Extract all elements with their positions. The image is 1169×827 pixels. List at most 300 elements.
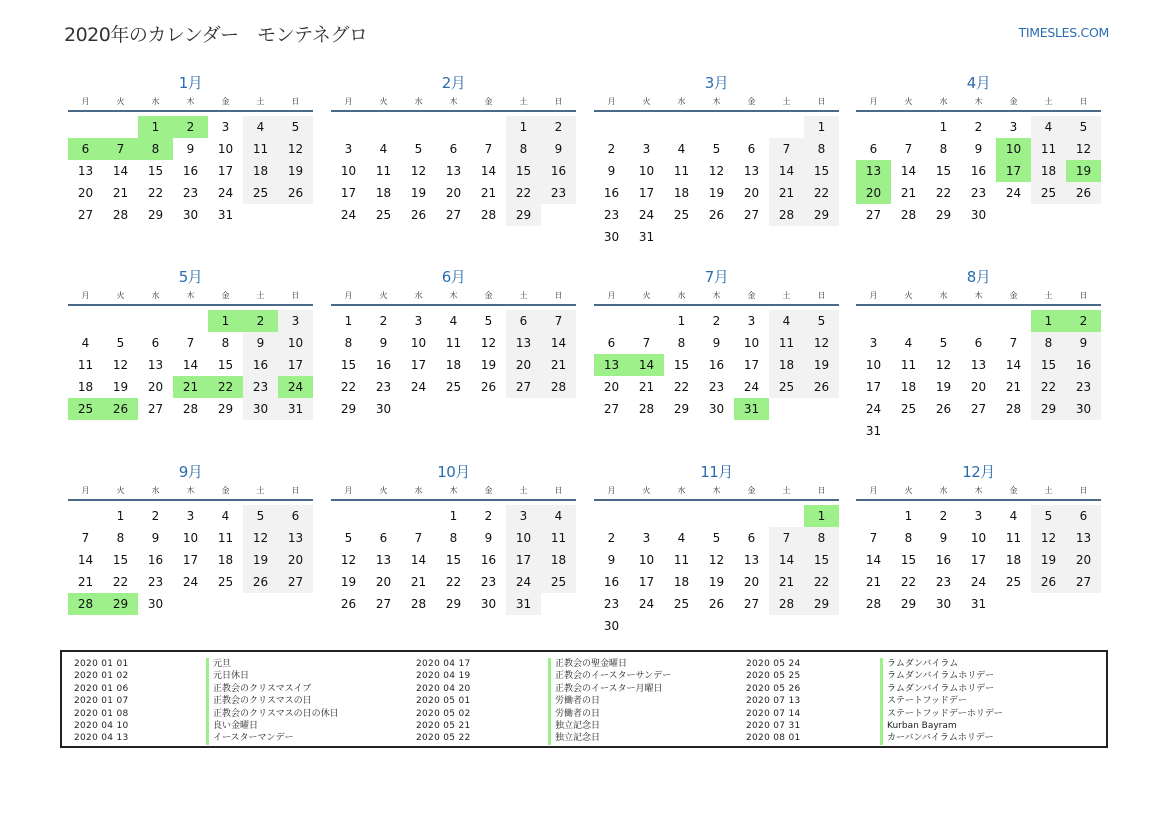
day-cell: 20 bbox=[603, 380, 620, 394]
holiday-name: 独立記念日 bbox=[548, 720, 600, 732]
weekday-label: 水 bbox=[414, 97, 423, 106]
weekday-label: 土 bbox=[1044, 97, 1053, 106]
day-cell: 28 bbox=[769, 204, 804, 226]
empty-cell bbox=[856, 116, 891, 138]
weekday-label: 月 bbox=[344, 97, 353, 106]
day-cell: 11 bbox=[1031, 138, 1066, 160]
day-cell: 24 bbox=[743, 380, 760, 394]
day-cell: 3 bbox=[1009, 120, 1018, 134]
month-name: 5月 bbox=[178, 268, 203, 286]
day-cell: 14 bbox=[900, 164, 917, 178]
day-cell: 14 bbox=[410, 553, 427, 567]
day-cell: 5 bbox=[116, 336, 125, 350]
holiday-date: 2020 01 08 bbox=[74, 708, 129, 719]
month-calendar bbox=[68, 266, 313, 420]
holiday-column-1 bbox=[74, 658, 404, 745]
weekday-label: 月 bbox=[607, 97, 616, 106]
empty-cell bbox=[471, 116, 506, 138]
holiday-entry bbox=[74, 683, 404, 695]
site-link[interactable]: TIMESLES.COM bbox=[1018, 25, 1109, 40]
empty-cell bbox=[68, 505, 103, 527]
weekday-header bbox=[594, 94, 839, 112]
day-cell: 1 bbox=[904, 509, 913, 523]
weekday-label: 木 bbox=[449, 97, 458, 106]
weekday-label: 金 bbox=[221, 486, 230, 495]
day-cell: 4 bbox=[81, 336, 90, 350]
day-cell: 20 bbox=[375, 575, 392, 589]
day-cell: 25 bbox=[217, 575, 234, 589]
day-cell: 6 bbox=[869, 142, 878, 156]
holiday-day-cell: 1 bbox=[804, 505, 839, 527]
day-cell: 18 bbox=[217, 553, 234, 567]
day-cell: 18 bbox=[673, 186, 690, 200]
day-cell: 13 bbox=[375, 553, 392, 567]
holiday-day-cell: 1 bbox=[138, 116, 173, 138]
weekday-label: 金 bbox=[747, 291, 756, 300]
weekday-label: 水 bbox=[414, 291, 423, 300]
weekday-label: 土 bbox=[782, 97, 791, 106]
holiday-date: 2020 07 31 bbox=[746, 720, 801, 731]
day-cell: 30 bbox=[970, 208, 987, 222]
day-cell: 13 bbox=[506, 332, 541, 354]
day-cell: 30 bbox=[147, 597, 164, 611]
day-cell: 18 bbox=[673, 575, 690, 589]
month-name: 1月 bbox=[178, 74, 203, 92]
holiday-name: 元日休日 bbox=[206, 670, 249, 682]
day-cell: 22 bbox=[506, 182, 541, 204]
holiday-list bbox=[60, 650, 1108, 748]
holiday-date: 2020 01 06 bbox=[74, 683, 129, 694]
weekday-header bbox=[68, 288, 313, 306]
weekday-label: 水 bbox=[677, 486, 686, 495]
holiday-name: 正教会のクリスマスの日 bbox=[206, 695, 312, 707]
holiday-name: 労働者の日 bbox=[548, 708, 600, 720]
day-cell: 6 bbox=[747, 531, 756, 545]
day-cell: 15 bbox=[935, 164, 952, 178]
weekday-header bbox=[856, 288, 1101, 306]
weekday-label: 月 bbox=[81, 97, 90, 106]
day-cell: 30 bbox=[1066, 398, 1101, 420]
day-cell: 28 bbox=[112, 208, 129, 222]
holiday-column-2 bbox=[416, 658, 746, 745]
holiday-name: イースターマンデー bbox=[206, 732, 294, 744]
day-cell: 26 bbox=[340, 597, 357, 611]
day-cell: 11 bbox=[673, 164, 690, 178]
month-name: 4月 bbox=[966, 74, 991, 92]
holiday-entry bbox=[416, 695, 746, 707]
day-cell: 2 bbox=[712, 314, 721, 328]
holiday-date: 2020 08 01 bbox=[746, 733, 801, 744]
day-cell: 23 bbox=[935, 575, 952, 589]
day-cell: 17 bbox=[743, 358, 760, 372]
day-cell: 31 bbox=[970, 597, 987, 611]
day-cell: 15 bbox=[147, 164, 164, 178]
month-calendar bbox=[331, 72, 576, 226]
weekday-label: 火 bbox=[904, 97, 913, 106]
day-cell: 4 bbox=[904, 336, 913, 350]
weekday-label: 木 bbox=[712, 486, 721, 495]
day-cell: 28 bbox=[900, 208, 917, 222]
day-cell: 8 bbox=[506, 138, 541, 160]
weekday-label: 火 bbox=[116, 97, 125, 106]
holiday-entry bbox=[746, 732, 1076, 744]
holiday-date: 2020 04 13 bbox=[74, 733, 129, 744]
holiday-date: 2020 01 02 bbox=[74, 671, 129, 682]
empty-cell bbox=[436, 116, 471, 138]
day-cell: 9 bbox=[607, 164, 616, 178]
holiday-date: 2020 07 13 bbox=[746, 696, 801, 707]
day-cell: 4 bbox=[769, 310, 804, 332]
day-cell: 1 bbox=[677, 314, 686, 328]
day-cell: 22 bbox=[673, 380, 690, 394]
day-cell: 5 bbox=[278, 116, 313, 138]
day-cell: 29 bbox=[217, 402, 234, 416]
day-cell: 15 bbox=[1031, 354, 1066, 376]
day-cell: 28 bbox=[182, 402, 199, 416]
day-cell: 2 bbox=[151, 509, 160, 523]
day-cell: 6 bbox=[607, 336, 616, 350]
weekday-label: 日 bbox=[817, 291, 826, 300]
weekday-label: 金 bbox=[1009, 486, 1018, 495]
day-cell: 19 bbox=[243, 549, 278, 571]
day-cell: 7 bbox=[186, 336, 195, 350]
weekday-label: 金 bbox=[1009, 97, 1018, 106]
day-cell: 10 bbox=[278, 332, 313, 354]
weekday-label: 月 bbox=[607, 486, 616, 495]
holiday-date: 2020 05 24 bbox=[746, 659, 801, 669]
day-grid bbox=[68, 505, 313, 615]
month-calendar bbox=[856, 266, 1101, 442]
holiday-day-cell: 2 bbox=[1066, 310, 1101, 332]
day-cell: 17 bbox=[340, 186, 357, 200]
day-cell: 18 bbox=[375, 186, 392, 200]
day-cell: 30 bbox=[935, 597, 952, 611]
day-cell: 14 bbox=[865, 553, 882, 567]
day-cell: 25 bbox=[445, 380, 462, 394]
day-cell: 4 bbox=[677, 142, 686, 156]
day-cell: 2 bbox=[379, 314, 388, 328]
holiday-day-cell: 21 bbox=[173, 376, 208, 398]
weekday-label: 日 bbox=[1079, 291, 1088, 300]
holiday-date: 2020 05 01 bbox=[416, 696, 471, 707]
weekday-label: 月 bbox=[344, 486, 353, 495]
day-cell: 30 bbox=[243, 398, 278, 420]
day-cell: 22 bbox=[1031, 376, 1066, 398]
day-cell: 31 bbox=[506, 593, 541, 615]
day-cell: 4 bbox=[1031, 116, 1066, 138]
day-cell: 15 bbox=[217, 358, 234, 372]
day-cell: 16 bbox=[243, 354, 278, 376]
day-cell: 13 bbox=[278, 527, 313, 549]
day-cell: 15 bbox=[112, 553, 129, 567]
holiday-entry bbox=[746, 708, 1076, 720]
day-cell: 26 bbox=[708, 208, 725, 222]
weekday-label: 水 bbox=[677, 291, 686, 300]
day-cell: 21 bbox=[541, 354, 576, 376]
weekday-label: 土 bbox=[1044, 291, 1053, 300]
day-cell: 2 bbox=[607, 142, 616, 156]
weekday-label: 土 bbox=[782, 486, 791, 495]
day-cell: 20 bbox=[278, 549, 313, 571]
day-cell: 4 bbox=[221, 509, 230, 523]
weekday-label: 水 bbox=[677, 97, 686, 106]
day-cell: 27 bbox=[278, 571, 313, 593]
day-cell: 24 bbox=[217, 186, 234, 200]
day-cell: 11 bbox=[541, 527, 576, 549]
holiday-day-cell: 14 bbox=[629, 354, 664, 376]
day-cell: 1 bbox=[939, 120, 948, 134]
day-grid bbox=[856, 116, 1101, 226]
day-cell: 11 bbox=[375, 164, 392, 178]
month-name: 6月 bbox=[441, 268, 466, 286]
day-cell: 28 bbox=[769, 593, 804, 615]
day-cell: 17 bbox=[182, 553, 199, 567]
day-cell: 9 bbox=[712, 336, 721, 350]
empty-cell bbox=[594, 310, 629, 332]
holiday-day-cell: 26 bbox=[103, 398, 138, 420]
day-cell: 18 bbox=[1031, 160, 1066, 182]
day-cell: 24 bbox=[340, 208, 357, 222]
weekday-label: 日 bbox=[817, 486, 826, 495]
day-cell: 31 bbox=[638, 230, 655, 244]
empty-cell bbox=[856, 505, 891, 527]
weekday-label: 水 bbox=[939, 97, 948, 106]
day-cell: 5 bbox=[712, 142, 721, 156]
day-cell: 2 bbox=[974, 120, 983, 134]
day-cell: 23 bbox=[603, 597, 620, 611]
day-cell: 16 bbox=[935, 553, 952, 567]
weekday-label: 木 bbox=[974, 291, 983, 300]
day-cell: 7 bbox=[869, 531, 878, 545]
day-cell: 10 bbox=[410, 336, 427, 350]
holiday-entry bbox=[74, 670, 404, 682]
day-cell: 31 bbox=[217, 208, 234, 222]
weekday-label: 木 bbox=[186, 97, 195, 106]
day-cell: 11 bbox=[673, 553, 690, 567]
day-cell: 8 bbox=[221, 336, 230, 350]
empty-cell bbox=[401, 116, 436, 138]
day-cell: 27 bbox=[743, 597, 760, 611]
day-cell: 20 bbox=[743, 186, 760, 200]
day-cell: 22 bbox=[935, 186, 952, 200]
day-cell: 3 bbox=[974, 509, 983, 523]
day-cell: 30 bbox=[708, 402, 725, 416]
day-cell: 6 bbox=[747, 142, 756, 156]
holiday-name: カーバンバイラムホリデー bbox=[880, 732, 994, 744]
day-cell: 22 bbox=[340, 380, 357, 394]
empty-cell bbox=[629, 310, 664, 332]
weekday-label: 月 bbox=[607, 291, 616, 300]
day-cell: 24 bbox=[638, 597, 655, 611]
day-cell: 22 bbox=[112, 575, 129, 589]
day-cell: 23 bbox=[1066, 376, 1101, 398]
weekday-label: 日 bbox=[554, 291, 563, 300]
month-name: 9月 bbox=[178, 463, 203, 481]
holiday-name: 労働者の日 bbox=[548, 695, 600, 707]
month-name: 8月 bbox=[966, 268, 991, 286]
day-cell: 25 bbox=[769, 376, 804, 398]
day-cell: 21 bbox=[1005, 380, 1022, 394]
day-cell: 8 bbox=[904, 531, 913, 545]
holiday-name: 正教会のクリスマスイブ bbox=[206, 683, 311, 695]
day-cell: 15 bbox=[506, 160, 541, 182]
empty-cell bbox=[68, 116, 103, 138]
day-cell: 7 bbox=[769, 138, 804, 160]
day-cell: 16 bbox=[1066, 354, 1101, 376]
day-cell: 3 bbox=[344, 142, 353, 156]
day-cell: 12 bbox=[112, 358, 129, 372]
day-cell: 11 bbox=[77, 358, 94, 372]
day-cell: 8 bbox=[449, 531, 458, 545]
weekday-label: 水 bbox=[939, 291, 948, 300]
day-cell: 25 bbox=[673, 208, 690, 222]
day-cell: 16 bbox=[708, 358, 725, 372]
day-cell: 4 bbox=[677, 531, 686, 545]
day-cell: 14 bbox=[182, 358, 199, 372]
day-cell: 23 bbox=[541, 182, 576, 204]
holiday-date: 2020 04 20 bbox=[416, 683, 471, 694]
day-cell: 16 bbox=[147, 553, 164, 567]
day-cell: 3 bbox=[221, 120, 230, 134]
empty-cell bbox=[926, 310, 961, 332]
day-cell: 15 bbox=[340, 358, 357, 372]
day-cell: 25 bbox=[673, 597, 690, 611]
day-cell: 8 bbox=[1031, 332, 1066, 354]
day-cell: 1 bbox=[506, 116, 541, 138]
day-cell: 13 bbox=[743, 553, 760, 567]
day-cell: 12 bbox=[708, 553, 725, 567]
day-cell: 1 bbox=[449, 509, 458, 523]
day-cell: 28 bbox=[1005, 402, 1022, 416]
day-cell: 20 bbox=[77, 186, 94, 200]
day-cell: 24 bbox=[410, 380, 427, 394]
holiday-day-cell: 22 bbox=[208, 376, 243, 398]
day-cell: 19 bbox=[708, 186, 725, 200]
holiday-day-cell: 13 bbox=[856, 160, 891, 182]
day-cell: 11 bbox=[1005, 531, 1022, 545]
weekday-label: 月 bbox=[869, 97, 878, 106]
holiday-day-cell: 29 bbox=[103, 593, 138, 615]
day-cell: 9 bbox=[379, 336, 388, 350]
weekday-label: 金 bbox=[484, 291, 493, 300]
day-cell: 22 bbox=[445, 575, 462, 589]
day-cell: 7 bbox=[81, 531, 90, 545]
weekday-label: 金 bbox=[747, 97, 756, 106]
empty-cell bbox=[138, 310, 173, 332]
day-cell: 23 bbox=[480, 575, 497, 589]
weekday-label: 金 bbox=[747, 486, 756, 495]
day-cell: 10 bbox=[743, 336, 760, 350]
day-cell: 22 bbox=[804, 182, 839, 204]
day-cell: 13 bbox=[77, 164, 94, 178]
weekday-label: 日 bbox=[817, 97, 826, 106]
holiday-name: 正教会のイースターサンデー bbox=[548, 670, 671, 682]
holiday-name: ラムダンバイラムホリデー bbox=[880, 670, 994, 682]
day-cell: 22 bbox=[804, 571, 839, 593]
empty-cell bbox=[734, 505, 769, 527]
day-cell: 5 bbox=[1066, 116, 1101, 138]
day-cell: 7 bbox=[1009, 336, 1018, 350]
day-cell: 5 bbox=[484, 314, 493, 328]
empty-cell bbox=[769, 505, 804, 527]
holiday-entry bbox=[416, 708, 746, 720]
weekday-label: 月 bbox=[344, 291, 353, 300]
day-cell: 15 bbox=[673, 358, 690, 372]
day-cell: 12 bbox=[804, 332, 839, 354]
day-cell: 5 bbox=[414, 142, 423, 156]
empty-cell bbox=[734, 116, 769, 138]
day-cell: 12 bbox=[708, 164, 725, 178]
day-cell: 26 bbox=[708, 597, 725, 611]
day-cell: 9 bbox=[243, 332, 278, 354]
weekday-label: 火 bbox=[904, 486, 913, 495]
weekday-label: 木 bbox=[186, 486, 195, 495]
holiday-name: Kurban Bayram bbox=[880, 720, 957, 732]
weekday-header bbox=[331, 288, 576, 306]
day-cell: 8 bbox=[939, 142, 948, 156]
weekday-label: 土 bbox=[519, 97, 528, 106]
day-cell: 24 bbox=[970, 575, 987, 589]
day-cell: 21 bbox=[480, 186, 497, 200]
day-cell: 23 bbox=[603, 208, 620, 222]
weekday-label: 木 bbox=[974, 486, 983, 495]
weekday-label: 土 bbox=[782, 291, 791, 300]
day-cell: 10 bbox=[638, 164, 655, 178]
weekday-label: 火 bbox=[642, 486, 651, 495]
empty-cell bbox=[103, 116, 138, 138]
day-cell: 7 bbox=[769, 527, 804, 549]
day-cell: 20 bbox=[147, 380, 164, 394]
day-cell: 19 bbox=[340, 575, 357, 589]
holiday-entry bbox=[74, 708, 404, 720]
day-cell: 27 bbox=[743, 208, 760, 222]
holiday-day-cell: 28 bbox=[68, 593, 103, 615]
day-cell: 26 bbox=[1031, 571, 1066, 593]
day-cell: 21 bbox=[865, 575, 882, 589]
day-cell: 25 bbox=[375, 208, 392, 222]
weekday-label: 土 bbox=[519, 486, 528, 495]
holiday-day-cell: 17 bbox=[996, 160, 1031, 182]
weekday-header bbox=[331, 94, 576, 112]
day-cell: 25 bbox=[541, 571, 576, 593]
holiday-date: 2020 07 14 bbox=[746, 708, 801, 719]
day-cell: 29 bbox=[804, 593, 839, 615]
day-cell: 19 bbox=[935, 380, 952, 394]
day-cell: 18 bbox=[1005, 553, 1022, 567]
day-cell: 23 bbox=[375, 380, 392, 394]
weekday-header bbox=[594, 288, 839, 306]
weekday-label: 日 bbox=[554, 97, 563, 106]
holiday-day-cell: 10 bbox=[996, 138, 1031, 160]
empty-cell bbox=[769, 116, 804, 138]
day-cell: 14 bbox=[1005, 358, 1022, 372]
day-cell: 15 bbox=[445, 553, 462, 567]
weekday-header bbox=[331, 483, 576, 501]
day-cell: 13 bbox=[970, 358, 987, 372]
weekday-label: 土 bbox=[256, 486, 265, 495]
month-calendar bbox=[856, 461, 1101, 615]
day-cell: 29 bbox=[673, 402, 690, 416]
day-cell: 14 bbox=[112, 164, 129, 178]
day-cell: 3 bbox=[869, 336, 878, 350]
day-cell: 19 bbox=[112, 380, 129, 394]
weekday-header bbox=[68, 94, 313, 112]
day-cell: 17 bbox=[506, 549, 541, 571]
day-cell: 12 bbox=[480, 336, 497, 350]
weekday-label: 火 bbox=[379, 97, 388, 106]
day-cell: 12 bbox=[340, 553, 357, 567]
day-cell: 21 bbox=[769, 182, 804, 204]
